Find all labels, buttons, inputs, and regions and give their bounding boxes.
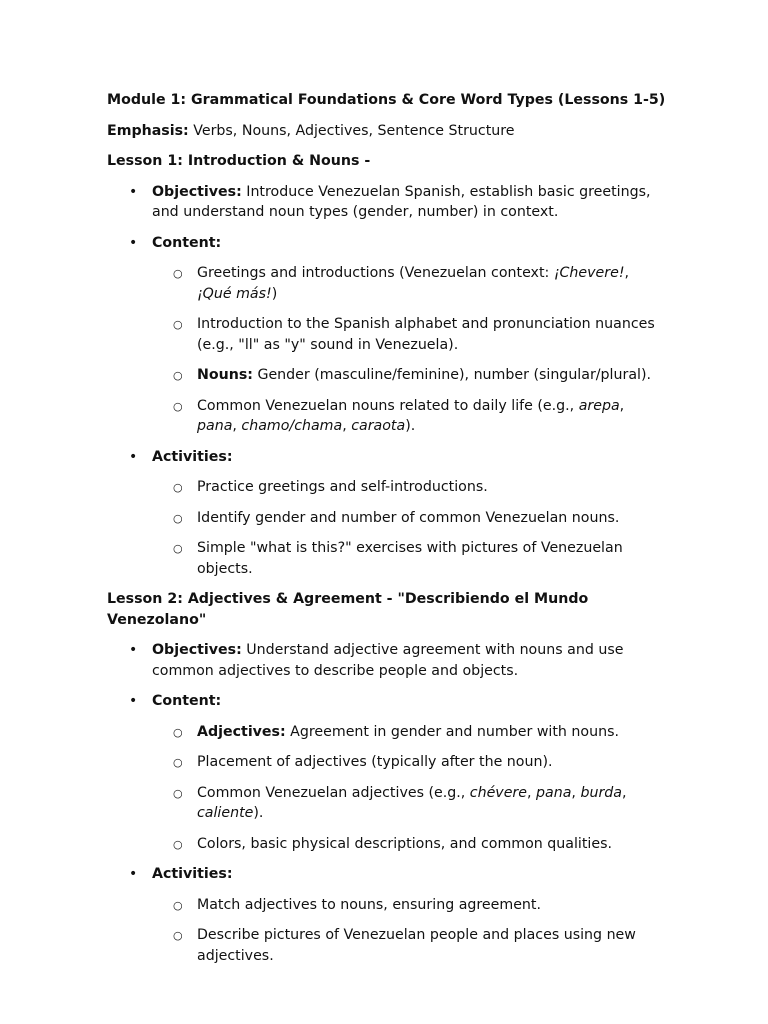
lesson2-activities-list [152,895,667,967]
bullet-icon: • [129,866,138,882]
item-sep: , [527,784,537,801]
activities-label: Activities: [152,448,233,465]
bullet-icon: • [129,183,138,200]
bullet-icon: • [129,448,138,465]
circle-bullet-icon: ○ [173,542,183,555]
item-italic: chamo/chama [241,418,343,434]
item-italic: pana [536,784,572,801]
module-title: Module 1: Grammatical Foundations & Core Word Types (Lessons 1-5) [107,92,666,108]
item-end: ) [271,285,278,302]
item-italic: arepa [578,397,620,414]
emphasis-line [107,121,667,142]
lesson1-list [107,182,667,580]
item-sep: , [619,397,625,414]
circle-bullet-icon: ○ [173,399,183,413]
objectives-text: Introduce Venezuelan Spanish, establish basic greetings, and understand noun types (gender, number) in context. [152,183,651,220]
item-text: Describe pictures of Venezuelan people and places using new adjectives. [197,927,636,964]
bullet-icon: • [129,642,138,658]
lesson1-activities [107,447,667,580]
item-sep: , [342,418,352,434]
item-text: Agreement in gender and number with nouns. [285,723,619,740]
circle-bullet-icon: ○ [173,369,183,382]
item-label: Adjectives: [197,723,286,740]
lesson2-title-text: Lesson 2: Adjectives & Agreement [107,591,382,607]
item-italic: ¡Chevere! [553,265,625,281]
document-body [107,90,667,976]
circle-bullet-icon: ○ [173,898,183,912]
lesson2-content-list [152,722,667,855]
item-text: Practice greetings and self-introductions. [197,479,488,495]
circle-bullet-icon: ○ [173,318,183,331]
lesson2-objectives [107,640,667,681]
list-item [152,752,667,773]
item-sep: , [621,784,627,801]
item-sep: , [232,418,242,434]
lesson1-content-list [152,263,667,437]
list-item [152,722,667,743]
list-item [152,477,667,498]
emphasis-text: Verbs, Nouns, Adjectives, Sentence Structure [188,122,515,139]
item-text: Common Venezuelan nouns related to daily life (e.g., [197,397,579,414]
item-text: Placement of adjectives (typically after the noun). [197,754,553,770]
item-text: Identify gender and number of common Venezuelan nouns. [197,509,620,526]
item-end: ). [405,418,416,434]
item-text: Gender (masculine/feminine), number (singular/plural). [252,367,652,383]
list-item [152,783,667,824]
item-text: Colors, basic physical descriptions, and common qualities. [197,835,612,852]
lesson1-title [107,151,667,172]
item-italic: chévere [469,784,527,801]
circle-bullet-icon: ○ [173,837,183,851]
bullet-icon: • [129,234,138,251]
item-italic: burda [580,784,622,801]
lesson2-content [107,691,667,854]
lesson1-subtitle-sep: - [359,153,371,169]
lesson1-objectives [107,182,667,223]
list-item [152,263,667,304]
item-italic: caliente [197,805,254,821]
circle-bullet-icon: ○ [173,267,183,280]
item-text: Simple "what is this?" exercises with pictures of Venezuelan objects. [197,540,623,577]
list-item [152,365,667,386]
circle-bullet-icon: ○ [173,929,183,942]
lesson2-activities [107,864,667,966]
item-sep: , [571,784,581,801]
list-item [152,895,667,916]
objectives-label: Objectives: [152,642,242,658]
lesson2-list [107,640,667,966]
lesson2-title [107,589,667,630]
item-sep: , [624,265,630,281]
item-end: ). [253,805,264,821]
item-text: Match adjectives to nouns, ensuring agreement. [197,896,541,913]
list-item [152,834,667,855]
circle-bullet-icon: ○ [173,756,183,769]
item-text: Common Venezuelan adjectives (e.g., [197,784,470,801]
circle-bullet-icon: ○ [173,481,183,494]
objectives-text: Understand adjective agreement with nouns and use common adjectives to describe people and objects. [152,642,624,679]
content-label: Content: [152,693,222,709]
item-text: Introduction to the Spanish alphabet and pronunciation nuances (e.g., "ll" as "y" sound in Venezuela). [197,316,655,353]
activities-label: Activities: [152,866,233,882]
circle-bullet-icon: ○ [173,725,183,739]
bullet-icon: • [129,693,138,709]
item-label: Nouns: [197,367,253,383]
list-item [152,396,667,437]
list-item [152,508,667,529]
item-italic: caraota [351,418,406,434]
lesson2-subtitle: - "Describiendo el Mundo Venezolano" [107,591,589,628]
content-label: Content: [152,234,222,251]
lesson1-activities-list [152,477,667,579]
lesson1-content [107,233,667,437]
emphasis-label: Emphasis: [107,122,189,139]
list-item [152,314,667,355]
item-text: Greetings and introductions (Venezuelan context: [197,265,554,281]
circle-bullet-icon: ○ [173,786,183,800]
list-item [152,538,667,579]
objectives-label: Objectives: [152,183,242,200]
item-italic: ¡Qué más! [197,285,272,302]
list-item [152,925,667,966]
lesson1-title-text: Lesson 1: Introduction & Nouns [107,153,360,169]
circle-bullet-icon: ○ [173,511,183,525]
item-italic: pana [197,418,233,434]
